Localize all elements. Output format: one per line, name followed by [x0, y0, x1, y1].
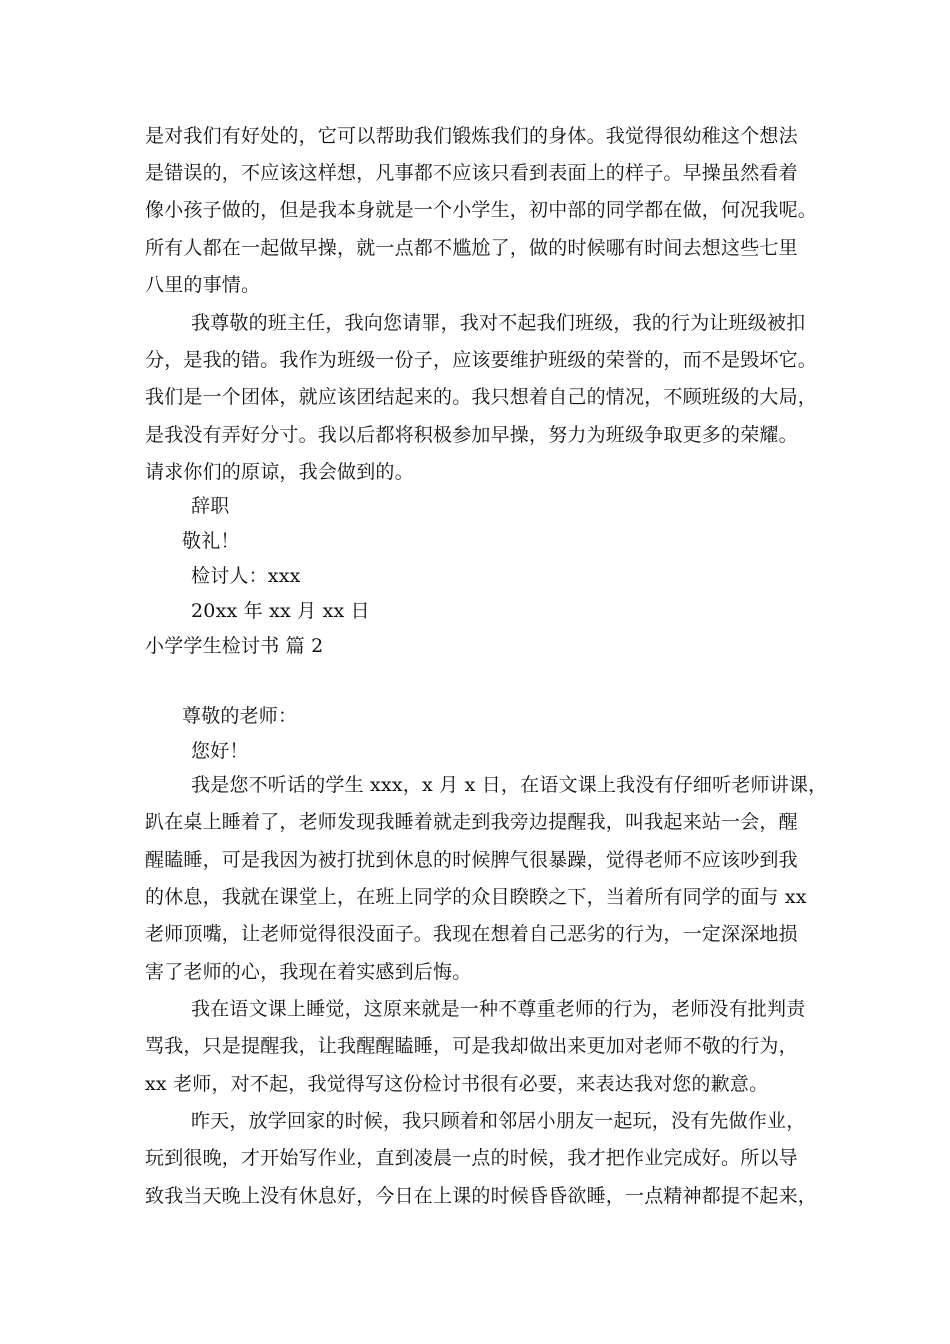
salutation: 尊敬的老师： — [182, 705, 298, 727]
paragraph-4-line: xx 老师，对不起，我觉得写这份检讨书很有必要，来表达我对您的歉意。 — [145, 1073, 769, 1095]
paragraph-5-line: 玩到很晚，才开始写作业，直到凌晨一点的时候，我才把作业完成好。所以导 — [145, 1147, 798, 1169]
signature: 检讨人：xxx — [191, 565, 301, 587]
paragraph-1-line: 所有人都在一起做早操，就一点都不尴尬了，做的时候哪有时间去想这些七里 — [145, 237, 798, 259]
paragraph-1-line: 八里的事情。 — [145, 274, 261, 296]
paragraph-1-line: 是对我们有好处的，它可以帮助我们锻炼我们的身体。我觉得很幼稚这个想法 — [145, 125, 798, 147]
section-title: 小学学生检讨书 篇 2 — [145, 635, 324, 657]
date-line: 20xx 年 xx 月 xx 日 — [191, 600, 370, 622]
paragraph-1-line: 像小孩子做的，但是我本身就是一个小学生，初中部的同学都在做，何况我呢。 — [145, 199, 818, 221]
paragraph-1-line: 是错误的，不应该这样想，凡事都不应该只看到表面上的样子。早操虽然看着 — [145, 162, 798, 184]
paragraph-3-line: 趴在桌上睡着了，老师发现我睡着就走到我旁边提醒我，叫我起来站一会，醒 — [145, 811, 798, 833]
paragraph-2-line: 分，是我的错。我作为班级一份子，应该要维护班级的荣誉的，而不是毁坏它。 — [145, 349, 818, 371]
paragraph-3-line: 醒瞌睡，可是我因为被打扰到休息的时候脾气很暴躁，觉得老师不应该吵到我 — [145, 849, 798, 871]
paragraph-2-line: 我尊敬的班主任，我向您请罪，我对不起我们班级，我的行为让班级被扣 — [191, 312, 806, 334]
paragraph-4-line: 我在语文课上睡觉，这原来就是一种不尊重老师的行为，老师没有批判责 — [191, 998, 806, 1020]
paragraph-3-line: 老师顶嘴，让老师觉得很没面子。我现在想着自己恶劣的行为，一定深深地损 — [145, 923, 798, 945]
paragraph-5-line: 昨天，放学回家的时候，我只顾着和邻居小朋友一起玩，没有先做作业， — [191, 1110, 806, 1132]
paragraph-2-line: 请求你们的原谅，我会做到的。 — [145, 461, 414, 483]
paragraph-3-line: 害了老师的心，我现在着实感到后悔。 — [145, 961, 472, 983]
paragraph-2-line: 是我没有弄好分寸。我以后都将积极参加早操，努力为班级争取更多的荣耀。 — [145, 424, 798, 446]
paragraph-3-line: 的休息，我就在课堂上，在班上同学的众目睽睽之下，当着所有同学的面与 xx — [145, 886, 807, 908]
closing-salute: 敬礼！ — [182, 530, 240, 552]
paragraph-3-line: 我是您不听话的学生 xxx，x 月 x 日，在语文课上我没有仔细听老师讲课， — [191, 774, 828, 796]
paragraph-4-line: 骂我，只是提醒我，让我醒醒瞌睡，可是我却做出来更加对老师不敬的行为， — [145, 1035, 798, 1057]
greeting: 您好！ — [191, 740, 249, 762]
paragraph-5-line: 致我当天晚上没有休息好，今日在上课的时候昏昏欲睡，一点精神都提不起来， — [145, 1185, 818, 1207]
closing-resign: 辞职 — [191, 495, 230, 517]
paragraph-2-line: 我们是一个团体，就应该团结起来的。我只想着自己的情况，不顾班级的大局， — [145, 386, 818, 408]
